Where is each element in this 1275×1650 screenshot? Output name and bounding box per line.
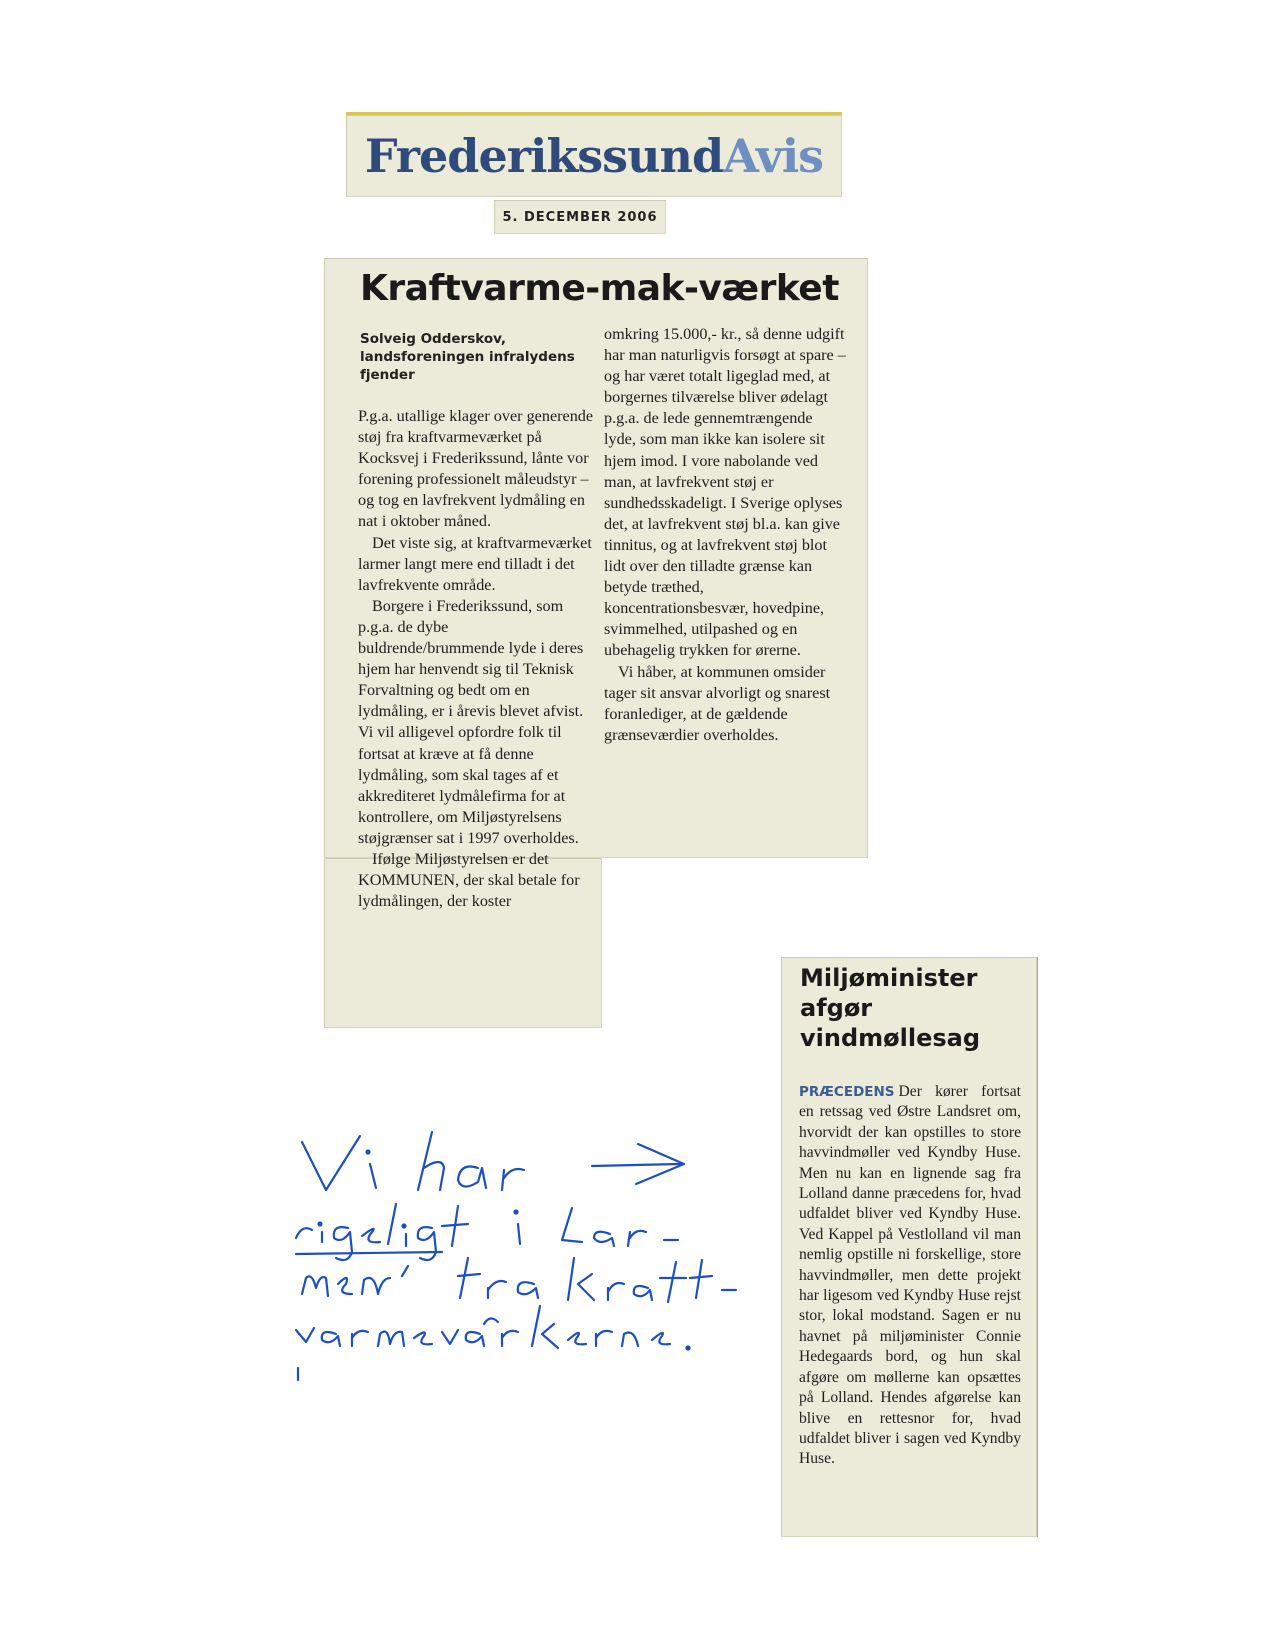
article-column-1 (358, 406, 598, 912)
sidebar-article-title: Miljøminister afgør vindmøllesag (800, 964, 981, 1052)
arrow-right-icon (588, 1140, 688, 1190)
date-clipping (494, 200, 666, 234)
article-paragraph: P.g.a. utallige klager over generende støj fra kraftvarmeværket på Kocksvej i Frederikssund, lånte vor forening professionelt måleudstyr – og tog en lavfrekvent lydmåling en nat i oktober måned. (358, 407, 594, 531)
newspaper-name-main: Frederikssund (364, 129, 724, 183)
sidebar-article-body (799, 1082, 1021, 1470)
newspaper-name-accent: Avis (723, 129, 824, 183)
article-paragraph: Det viste sig, at kraftvarmeværket larmer langt mere end tilladt i det lavfrekvente område. (358, 533, 592, 594)
article-paragraph: Vi håber, at kommunen omsider tager sit ansvar alvorligt og snarest foranlediger, at de gældende grænseværdier overholdes. (604, 662, 831, 744)
handwritten-note (292, 1128, 752, 1398)
article-column-2 (604, 324, 848, 746)
masthead-clipping (346, 112, 842, 197)
article-paragraph: omkring 15.000,- kr., så denne udgift har man naturligvis forsøgt at spare – og har været totalt ligeglad med, at borgernes tilværelse bliver ødelagt p.g.a. de lede gennemtrængende lyde, som man ikke kan isolere sit hjem imod. I vore nabolande ved man, at lavfrekvent støj er sundhedsskadeligt. I Sverige oplyses det, at lavfrekvent støj bl.a. kan give tinnitus, og at lavfrekvent støj blot lidt over den tilladte grænse kan betyde træthed, koncentrationsbesvær, hovedpine, svimmelhed, utilpashed og en ubehagelig trykken for ørerne. (604, 325, 846, 660)
sidebar-article-text: Der kører fortsat en retssag ved Østre Landsret om, hvorvidt der kan opstilles to store havvindmøller ved Kyndby Huse. Men nu kan en lignende sag fra Lolland danne præcedens for, hvad udfaldet bliver ved Kyndby Huse. Ved Kappel på Vestlolland vil man nemlig opstille ni forskellige, store havvindmøller, men dette projekt har ligesom ved Kyndby Huse rejst stor, lokal modstand. Sagen er nu havnet på miljøminister Connie Hedegaards bord, og hun skal afgøre om møllerne kan opsættes på Lolland. Hendes afgørelse kan blive en rettesnor for, hvad udfaldet bliver i sagen ved Kyndby Huse. (799, 1083, 1021, 1468)
publication-date: 5. DECEMBER 2006 (502, 209, 658, 225)
article-paragraph: Ifølge Miljøstyrelsen er det KOMMUNEN, der skal betale for lydmålingen, der koster (358, 849, 580, 911)
article-title: Kraftvarme-mak-værket (360, 268, 839, 309)
article-byline: Solveig Odderskov, landsforeningen infralydens fjender (360, 331, 575, 383)
article-paragraph: Borgere i Frederikssund, som p.g.a. de dybe buldrende/brummende lyde i deres hjem har henvendt sig til Teknisk Forvaltning og bedt om en lydmåling, er i årevis blevet afvist. Vi vil alligevel opfordre folk til fortsat at kræve at få denne lydmåling, som skal tages af et akkrediteret lydmålefirma for at kontrollere, om Miljøstyrelsens støjgrænser sat i 1997 overholdes. (358, 596, 584, 847)
newspaper-name (365, 129, 823, 183)
sidebar-kicker: PRÆCEDENS (799, 1084, 895, 1100)
